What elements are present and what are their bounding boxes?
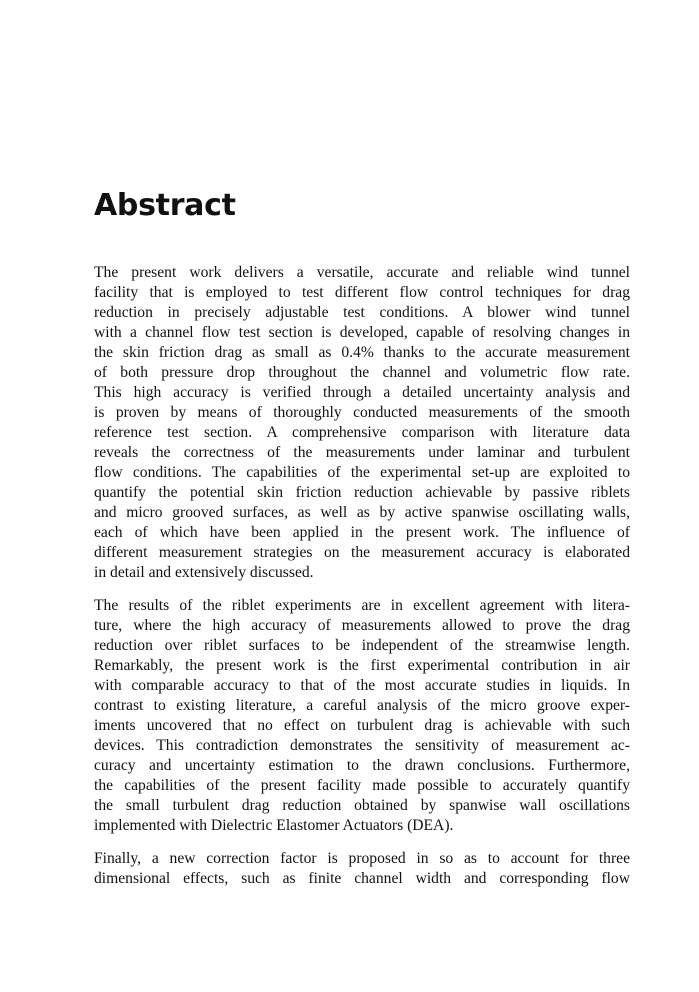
text-line: ture, where the high accuracy of measurements allowed to prove the drag [94, 617, 630, 634]
text-line: reference test section. A comprehensive comparison with literature data [94, 424, 630, 441]
text-line: devices. This contradiction demonstrates the sensitivity of measurement ac- [94, 737, 630, 754]
text-line: contrast to existing literature, a careful analysis of the micro groove exper- [94, 697, 630, 714]
text-line: Finally, a new correction factor is proposed in so as to account for three [94, 850, 630, 867]
paragraph-3 [94, 849, 630, 889]
text-line: and micro grooved surfaces, as well as by active spanwise oscillating walls, [94, 504, 630, 521]
text-line: the skin friction drag as small as 0.4% thanks to the accurate measurement [94, 344, 630, 361]
text-line: the small turbulent drag reduction obtained by spanwise wall oscillations [94, 797, 630, 814]
text-line: Remarkably, the present work is the first experimental contribution in air [94, 657, 630, 674]
text-line: reveals the correctness of the measurements under laminar and turbulent [94, 444, 630, 461]
paragraph-1 [94, 263, 630, 583]
text-line: iments uncovered that no effect on turbulent drag is achievable with such [94, 717, 630, 734]
text-line: facility that is employed to test different flow control techniques for drag [94, 284, 630, 301]
abstract-body [94, 263, 630, 902]
text-line: of both pressure drop throughout the channel and volumetric flow rate. [94, 364, 630, 381]
page-title: Abstract [94, 188, 236, 223]
text-line: flow conditions. The capabilities of the experimental set-up are exploited to [94, 464, 630, 481]
text-line: the capabilities of the present facility made possible to accurately quantify [94, 777, 630, 794]
paragraph-2 [94, 596, 630, 836]
text-line: reduction over riblet surfaces to be independent of the streamwise length. [94, 637, 630, 654]
text-line: with comparable accuracy to that of the most accurate studies in liquids. In [94, 677, 630, 694]
text-line: different measurement strategies on the measurement accuracy is elaborated [94, 544, 630, 561]
text-line: with a channel flow test section is developed, capable of resolving changes in [94, 324, 630, 341]
text-line: curacy and uncertainty estimation to the drawn conclusions. Furthermore, [94, 757, 630, 774]
text-line: The present work delivers a versatile, accurate and reliable wind tunnel [94, 264, 630, 281]
text-line: This high accuracy is verified through a detailed uncertainty analysis and [94, 384, 630, 401]
text-line: each of which have been applied in the present work. The influence of [94, 524, 630, 541]
text-line: dimensional effects, such as finite channel width and corresponding flow [94, 870, 630, 887]
text-line: implemented with Dielectric Elastomer Actuators (DEA). [94, 817, 454, 834]
text-line: reduction in precisely adjustable test conditions. A blower wind tunnel [94, 304, 630, 321]
text-line: in detail and extensively discussed. [94, 564, 314, 581]
text-line: quantify the potential skin friction reduction achievable by passive riblets [94, 484, 630, 501]
text-line: is proven by means of thoroughly conducted measurements of the smooth [94, 404, 630, 421]
text-line: The results of the riblet experiments are in excellent agreement with litera- [94, 597, 630, 614]
